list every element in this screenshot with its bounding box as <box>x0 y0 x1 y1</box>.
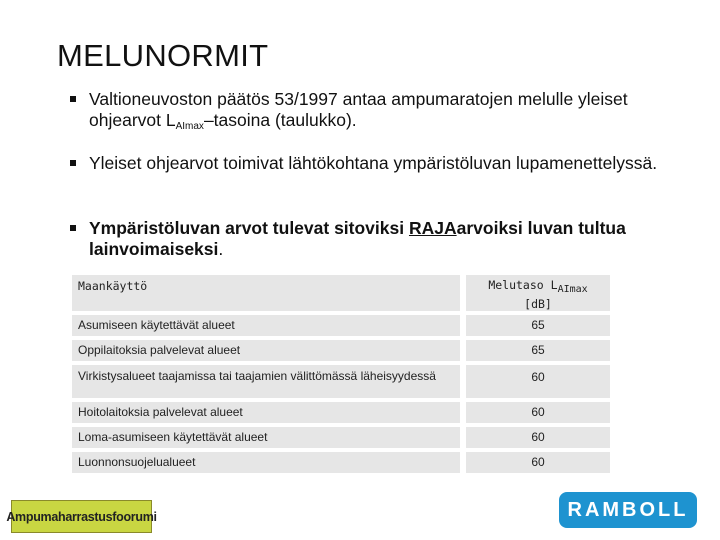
table-row <box>72 427 610 448</box>
cell-level: 60 <box>466 427 610 448</box>
cell-level: 60 <box>466 402 610 423</box>
cell-level: 60 <box>466 452 610 473</box>
bullet-text: Valtioneuvoston päätös 53/1997 antaa ampumaratojen melulle yleiset ohjearvot $L_{AImax}$–tasoina (taulukko). <box>89 89 628 132</box>
cell-area: Luonnonsuojelualueet <box>72 452 460 473</box>
header-noise-level: Melutaso $L_{AImax}$ [dB] <box>466 275 610 311</box>
cell-area: Hoitolaitoksia palvelevat alueet <box>72 402 460 423</box>
table-row <box>72 315 610 336</box>
bullet-lahtokohta <box>70 153 670 174</box>
header-land-use: Maankäyttö <box>72 275 460 311</box>
cell-level: 65 <box>466 340 610 361</box>
table-row <box>72 452 610 473</box>
bullet-marker <box>70 225 76 231</box>
bullet-text: Ympäristöluvan arvot tulevat sitoviksi RAJAarvoiksi luvan tultua lainvoimaiseksi. <box>89 218 626 259</box>
table-header <box>72 275 610 311</box>
bullet-marker <box>70 160 76 166</box>
cell-level: 65 <box>466 315 610 336</box>
cell-area: Virkistysalueet taajamissa tai taajamien välittömässä läheisyydessä <box>72 365 460 398</box>
cell-area: Asumiseen käytettävät alueet <box>72 315 460 336</box>
table-row <box>72 340 610 361</box>
bullet-ohjearvot <box>70 89 670 137</box>
ampumaharrastusfoorumi-logo: Ampumaharrastusfoorumi <box>11 500 152 533</box>
ramboll-logo: RAMBOLL <box>559 492 697 528</box>
table-row <box>72 402 610 423</box>
cell-area: Oppilaitoksia palvelevat alueet <box>72 340 460 361</box>
bullet-marker <box>70 96 76 102</box>
cell-level: 60 <box>466 365 610 398</box>
table-row <box>72 365 610 398</box>
bullet-text: Yleiset ohjearvot toimivat lähtökohtana ympäristöluvan lupamenettelyssä. <box>89 153 658 173</box>
bullet-raja-arvot <box>70 218 670 260</box>
page-title: MELUNORMIT <box>57 38 269 73</box>
cell-area: Loma-asumiseen käytettävät alueet <box>72 427 460 448</box>
noise-limits-table <box>72 275 610 477</box>
